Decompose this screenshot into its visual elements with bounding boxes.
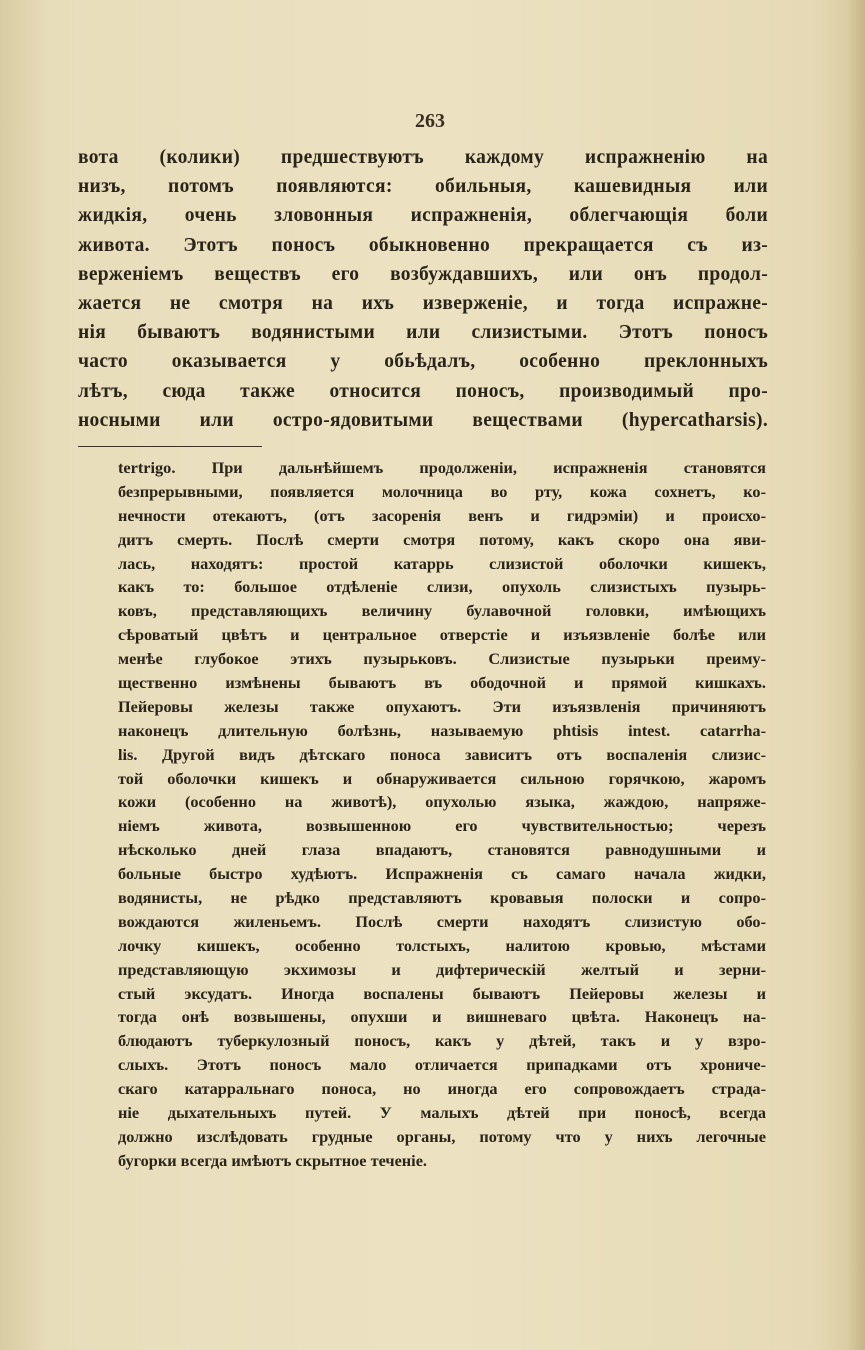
footnote-line: менѣе глубокое этихъ пузырьковъ. Слизистые пузырьки преиму-	[118, 649, 766, 669]
page-number: 263	[415, 110, 445, 132]
footnote-line: дитъ смерть. Послѣ смерти смотря потому, какъ скоро она яви-	[118, 529, 766, 549]
footnote-line: должно изслѣдовать грудные органы, потому что у нихъ легочные	[118, 1126, 766, 1146]
main-text-line: жидкія, очень зловонныя испражненія, облегчающія боли	[78, 205, 768, 227]
footnote-line: лась, находятъ: простой катаррь слизистой оболочки кишекъ,	[118, 553, 766, 573]
footnote-separator	[78, 446, 262, 447]
footnote-line: сѣроватый цвѣтъ и центральное отверстіе и изъязвленіе болѣе или	[118, 625, 766, 645]
footnote-line: водянисты, не рѣдко представляютъ кровавыя полоски и сопро-	[118, 888, 766, 908]
footnote-line: tertrigo. При дальнѣйшемъ продолженіи, испражненія становятся	[118, 458, 766, 477]
footnote-line: наконецъ длительную болѣзнь, называемую phtisis intest. catarrha-	[118, 720, 766, 740]
footnote-line: кожи (особенно на животѣ), опухолью языка, жаждою, напряже-	[118, 792, 766, 812]
footnote-line: нечности отекаютъ, (отъ засоренія венъ и гидрэміи) и происхо-	[118, 505, 766, 525]
footnote-line: ковъ, представляющихъ величину булавочной головки, имѣющихъ	[118, 601, 766, 621]
footnote-line: безпрерывными, появляется молочница во рту, кожа сохнетъ, ко-	[118, 481, 766, 501]
footnote-line: скаго катарральнаго поноса, но иногда его сопровождаетъ страда-	[118, 1079, 766, 1099]
main-text-block	[78, 143, 768, 435]
footnote-line: какъ то: большое отдѣленіе слизи, опухоль слизистыхъ пузырь-	[118, 577, 766, 597]
footnote-line: лочку кишекъ, особенно толстыхъ, налитою кровью, мѣстами	[118, 935, 766, 955]
footnote-line: Пейеровы железы также опухаютъ. Эти изъязвленія причиняютъ	[118, 696, 766, 716]
footnote-line: слыхъ. Этотъ поносъ мало отличается припадками отъ хрониче-	[118, 1055, 766, 1075]
footnote-line: той оболочки кишекъ и обнаруживается сильною горячкою, жаромъ	[118, 768, 766, 788]
main-text-line: низъ, потомъ появляются: обильныя, кашевидныя или	[78, 176, 768, 198]
footnote-line: блюдаютъ туберкулозный поносъ, какъ у дѣтей, такъ и у взро-	[118, 1031, 766, 1051]
main-text-line: верженіемъ веществъ его возбуждавшихъ, или онъ продол-	[78, 263, 768, 285]
main-text-line: нія бываютъ водянистыми или слизистыми. Этотъ поносъ	[78, 322, 768, 344]
footnote-line: ніе дыхательныхъ путей. У малыхъ дѣтей при поносѣ, всегда	[118, 1103, 766, 1123]
footnote-line: больные быстро худѣютъ. Испражненія съ самаго начала жидки,	[118, 864, 766, 884]
main-text-line: вота (колики) предшествуютъ каждому испражненію на	[78, 147, 768, 168]
page-edge-shadow	[847, 0, 865, 1350]
footnote-line: стый эксудатъ. Иногда воспалены бываютъ Пейеровы железы и	[118, 983, 766, 1003]
main-text-line: жается не смотря на ихъ изверженіе, и тогда испражне-	[78, 292, 768, 314]
footnote-line: нѣсколько дней глаза впадаютъ, становятся равнодушными и	[118, 840, 766, 860]
footnote-block	[118, 456, 766, 1173]
main-text-line: носными или остро-ядовитыми веществами (hypercatharsis).	[78, 409, 768, 431]
main-text-line: лѣтъ, сюда также относится поносъ, производимый про-	[78, 380, 768, 402]
footnote-line: ніемъ живота, возвышенною его чувствительностью; черезъ	[118, 816, 766, 836]
footnote-line: тогда онѣ возвышены, опухши и вишневаго цвѣта. Наконецъ на-	[118, 1007, 766, 1027]
footnote-line: lis. Другой видъ дѣтскаго поноса зависитъ отъ воспаленія слизис-	[118, 744, 766, 764]
main-text-line: часто оказывается у обьѣдалъ, особенно преклонныхъ	[78, 351, 768, 373]
main-text-line: живота. Этотъ поносъ обыкновенно прекращается съ из-	[78, 234, 768, 256]
footnote-line: щественно измѣнены бываютъ въ ободочной и прямой кишкахъ.	[118, 673, 766, 693]
footnote-line: представляющую экхимозы и дифтерическій желтый и зерни-	[118, 959, 766, 979]
footnote-line: вождаются жиленьемъ. Послѣ смерти находятъ слизистую обо-	[118, 911, 766, 931]
footnote-line: бугорки всегда имѣютъ скрытное теченіе.	[118, 1150, 427, 1170]
